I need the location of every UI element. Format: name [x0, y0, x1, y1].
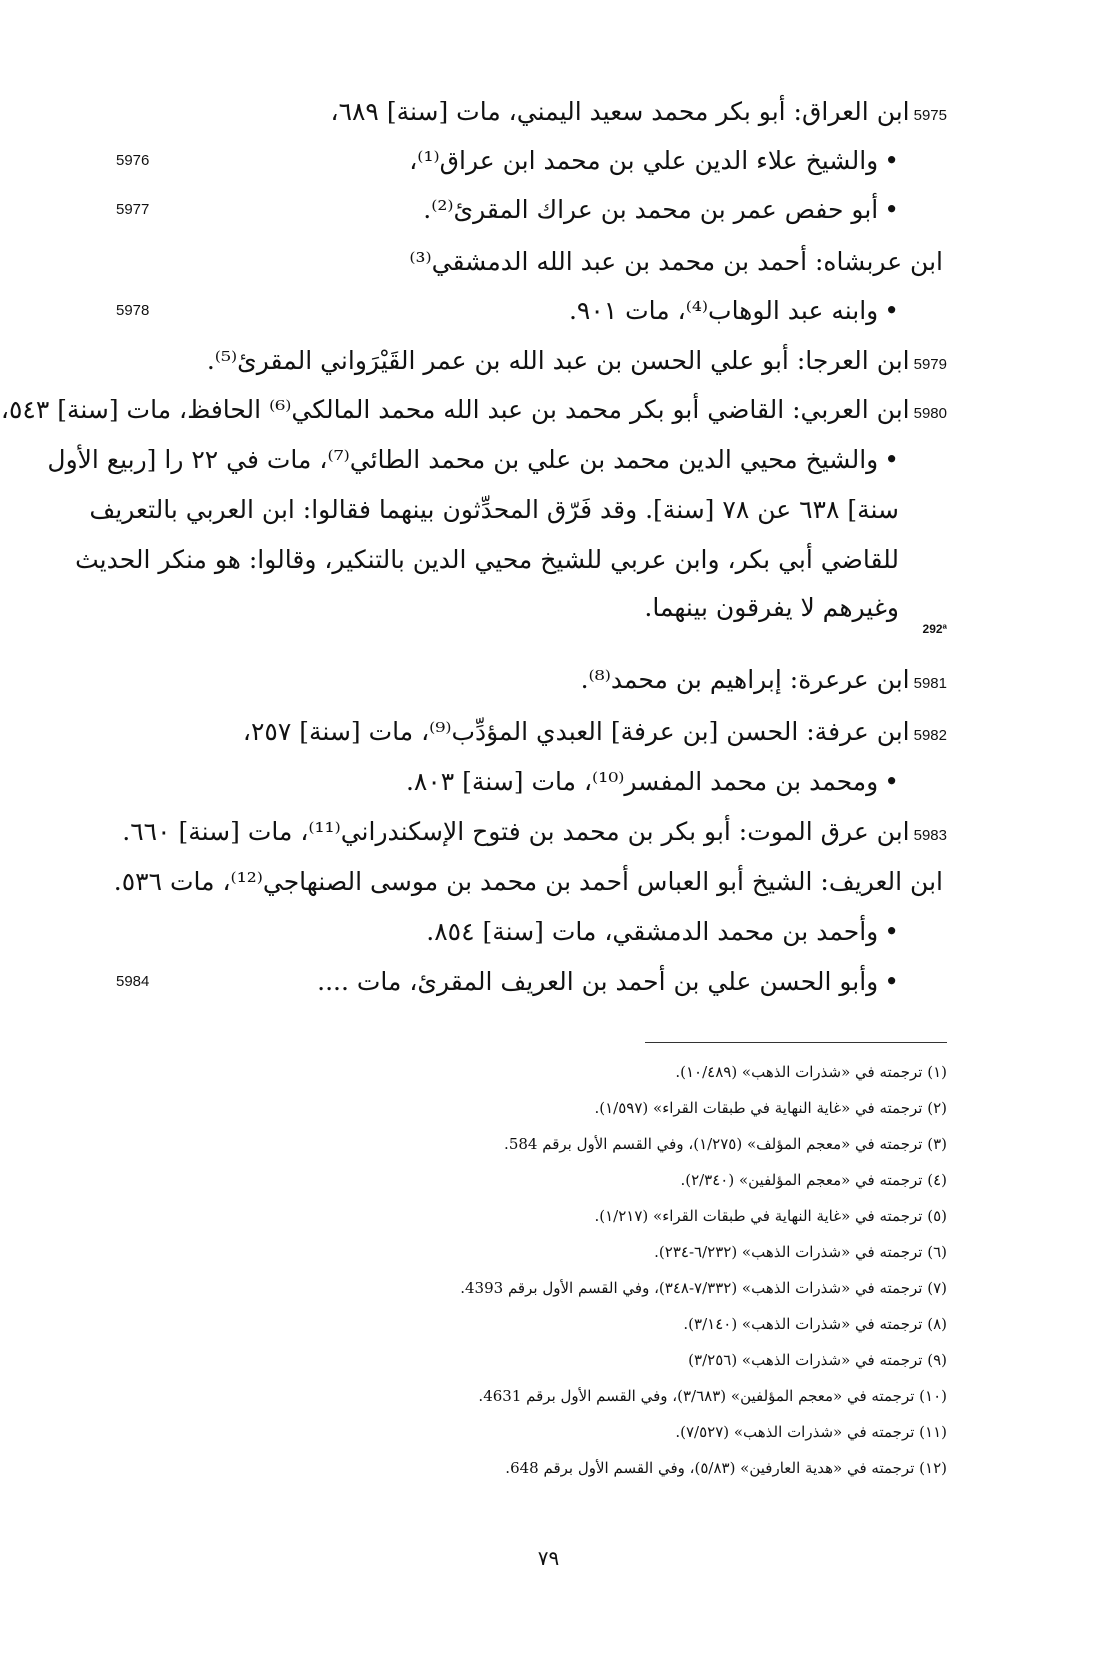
- entry-text: وأبو الحسن علي بن أحمد بن العريف المقرئ، مات ....: [317, 967, 879, 996]
- entry-text: ابن عرق الموت: أبو بكر بن محمد بن فتوح الإسكندراني⁽¹¹⁾، مات [سنة] ٦٦٠.: [122, 817, 910, 846]
- entry-text: ابن العرجا: أبو علي الحسن بن عبد الله بن عمر القَيْرَواني المقرئ⁽⁵⁾.: [206, 346, 910, 375]
- entry-line: [409, 242, 943, 282]
- footnote: (٦) ترجمته في «شذرات الذهب» (٦/٢٣٢-٢٣٤).: [654, 1243, 947, 1261]
- entry-number: 5982: [913, 727, 947, 744]
- entry-text: ابن العربي: القاضي أبو بكر محمد بن عبد الله محمد المالكي⁽⁶⁾ الحافظ، مات [سنة] ٥٤٣،: [0, 395, 910, 424]
- bullet-icon: •: [884, 296, 899, 325]
- footnote: (١١) ترجمته في «شذرات الذهب» (٧/٥٢٧).: [675, 1423, 947, 1441]
- entry-text: ومحمد بن محمد المفسر⁽¹⁰⁾، مات [سنة] ٨٠٣.: [405, 767, 879, 796]
- entry-text: ابن العراق: أبو بكر محمد سعيد اليمني، مات [سنة] ٦٨٩،: [330, 97, 910, 126]
- entry-text: وأحمد بن محمد الدمشقي، مات [سنة] ٨٥٤.: [426, 917, 879, 946]
- footnote: (٣) ترجمته في «معجم المؤلف» (١/٢٧٥)، وفي القسم الأول برقم 584.: [504, 1135, 947, 1153]
- footnote: (١) ترجمته في «شذرات الذهب» (١٠/٤٨٩).: [675, 1063, 947, 1081]
- bullet-icon: •: [884, 767, 899, 796]
- folio-marker: 292ª: [922, 622, 947, 636]
- entry-line: [426, 912, 899, 952]
- entry-number: 5975: [913, 107, 947, 124]
- footnote-divider: [645, 1042, 947, 1043]
- entry-text: ابن العريف: الشيخ أبو العباس أحمد بن محمد بن موسى الصنهاجي⁽¹²⁾، مات ٥٣٦.: [113, 867, 943, 896]
- footnote: (٨) ترجمته في «شذرات الذهب» (٣/١٤٠).: [683, 1315, 947, 1333]
- entry-line: [207, 341, 947, 381]
- entry-line: [423, 190, 899, 230]
- entry-line: [114, 862, 943, 902]
- entry-text: سنة] ٦٣٨ عن ٧٨ [سنة]. وقد فَرّق المحدِّثون بينهما فقالوا: ابن العربي بالتعريف: [89, 495, 899, 524]
- entry-line: [89, 490, 899, 530]
- entry-text: ابن عرفة: الحسن [بن عرفة] العبدي المؤدِّب⁽⁹⁾، مات [سنة] ٢٥٧،: [242, 717, 910, 746]
- entry-text: أبو حفص عمر بن محمد بن عراك المقرئ⁽²⁾.: [423, 195, 879, 224]
- entry-number: 5977: [116, 201, 150, 218]
- entry-text: للقاضي أبي بكر، وابن عربي للشيخ محيي الدين بالتنكير، وقالوا: هو منكر الحديث: [75, 545, 899, 574]
- bullet-icon: •: [884, 445, 899, 474]
- entry-number: 5983: [913, 827, 947, 844]
- footnote: (٢) ترجمته في «غاية النهاية في طبقات القراء» (١/٥٩٧).: [594, 1099, 947, 1117]
- entry-number: 5978: [116, 302, 150, 319]
- entry-number: 5976: [116, 152, 150, 169]
- entry-line: [75, 540, 899, 580]
- entry-line: [331, 92, 948, 132]
- entry-line: [644, 588, 899, 628]
- footnote: (٥) ترجمته في «غاية النهاية في طبقات القراء» (١/٢١٧).: [594, 1207, 947, 1225]
- entry-line: [317, 962, 899, 1002]
- entry-text: ابن عرعرة: إبراهيم بن محمد⁽⁸⁾.: [580, 665, 910, 694]
- page-number: ٧٩: [537, 1546, 560, 1570]
- entry-line: [409, 141, 899, 181]
- entry-text: ابن عربشاه: أحمد بن محمد بن عبد الله الدمشقي⁽³⁾: [409, 247, 943, 276]
- footnote: (٩) ترجمته في «شذرات الذهب» (٣/٢٥٦): [688, 1351, 947, 1369]
- bullet-icon: •: [884, 195, 899, 224]
- footnote: (٤) ترجمته في «معجم المؤلفين» (٢/٣٤٠).: [680, 1171, 947, 1189]
- entry-line: [47, 440, 899, 480]
- entry-line: [243, 712, 947, 752]
- bullet-icon: •: [884, 967, 899, 996]
- entry-text: وغيرهم لا يفرقون بينهما.: [644, 593, 899, 622]
- bullet-icon: •: [884, 917, 899, 946]
- entry-line: [569, 291, 899, 331]
- entry-number: 5981: [913, 675, 947, 692]
- footnote: (١٢) ترجمته في «هدية العارفين» (٥/٨٣)، وفي القسم الأول برقم 648.: [505, 1459, 947, 1477]
- footnote: (١٠) ترجمته في «معجم المؤلفين» (٣/٦٨٣)، وفي القسم الأول برقم 4631.: [478, 1387, 947, 1405]
- entry-number: 5979: [913, 356, 947, 373]
- entry-line: [406, 762, 899, 802]
- entry-line: [122, 812, 947, 852]
- entry-line: [581, 660, 947, 700]
- entry-text: والشيخ علاء الدين علي بن محمد ابن عراق⁽¹⁾،: [409, 146, 879, 175]
- entry-number: 5980: [913, 405, 947, 422]
- bullet-icon: •: [884, 146, 899, 175]
- entry-text: والشيخ محيي الدين محمد بن علي بن محمد الطائي⁽⁷⁾، مات في ٢٢ را [ربيع الأول: [47, 445, 879, 474]
- entry-number: 5984: [116, 973, 150, 990]
- entry-text: وابنه عبد الوهاب⁽⁴⁾، مات ٩٠١.: [568, 296, 879, 325]
- footnote: (٧) ترجمته في «شذرات الذهب» (٧/٣٣٢-٣٤٨)، وفي القسم الأول برقم 4393.: [460, 1279, 947, 1297]
- entry-line: [1, 390, 947, 430]
